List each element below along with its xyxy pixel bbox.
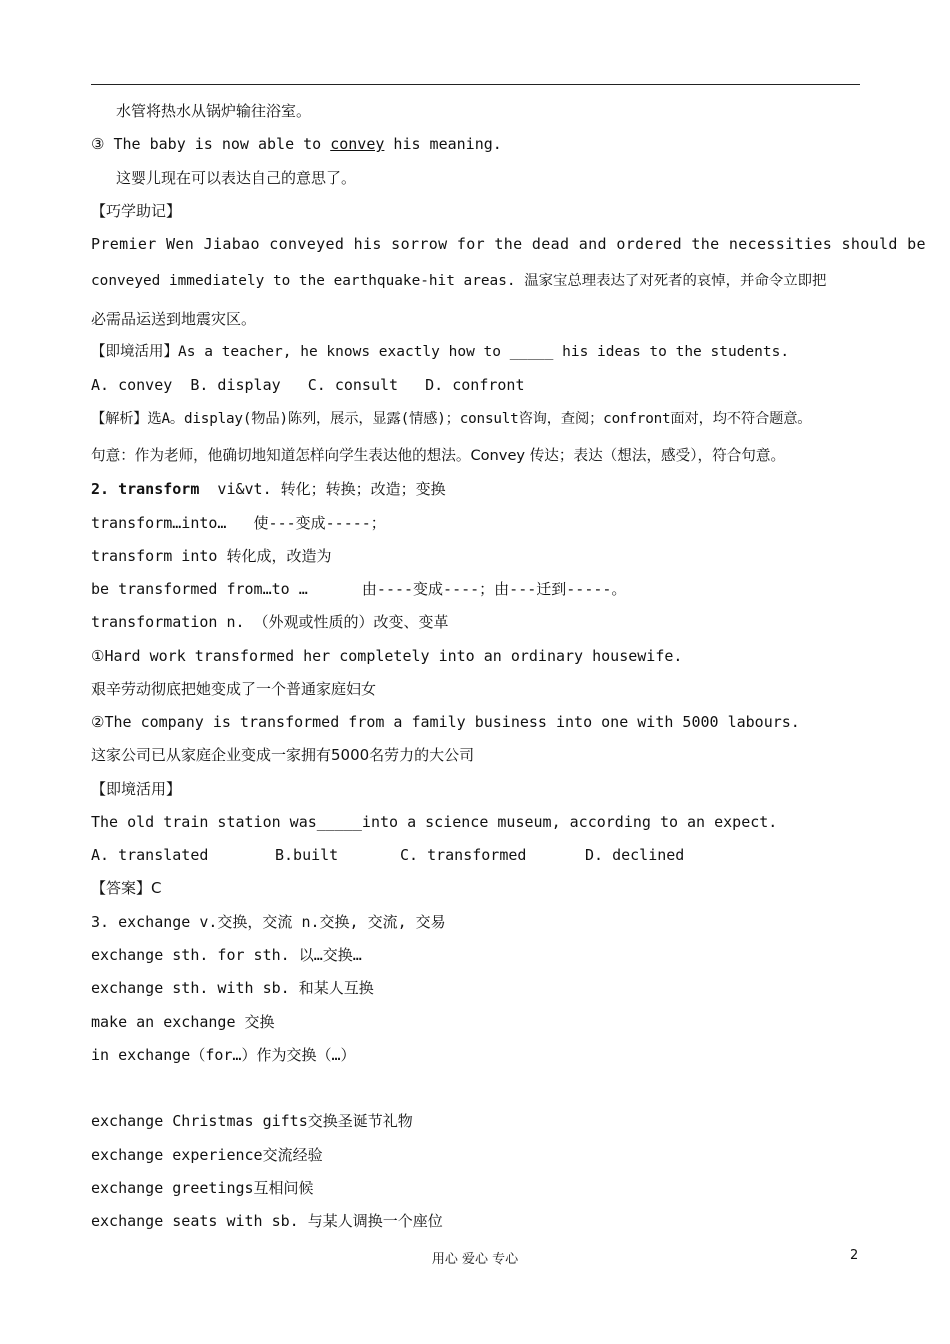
option-a: A. translated bbox=[91, 846, 209, 864]
vocab-heading: 3. exchange v.交换，交流 n.交换, 交流, 交易 bbox=[91, 913, 446, 931]
text-line: 艰辛劳动彻底把她变成了一个普通家庭妇女 bbox=[91, 680, 377, 698]
example-sentence: ①Hard work transformed her completely into an ordinary housewife. bbox=[91, 647, 683, 665]
exercise-options: A. convey B. display C. consult D. confront bbox=[91, 376, 525, 394]
text-line: 这家公司已从家庭企业变成一家拥有5000名劳力的大公司 bbox=[91, 746, 475, 764]
text-line: exchange sth. for sth. 以…交换… bbox=[91, 946, 362, 964]
page-number: 2 bbox=[850, 1248, 859, 1263]
text-line: conveyed immediately to the earthquake-hit areas. 温家宝总理表达了对死者的哀悼，并命令立即把 bbox=[91, 273, 827, 289]
page-footer: 用心 爱心 专心 bbox=[431, 1252, 519, 1267]
option-c: C. transformed bbox=[400, 846, 527, 864]
text-line: transformation n. （外观或性质的）改变、变革 bbox=[91, 613, 449, 631]
vocab-word: 2. transform bbox=[91, 480, 200, 498]
text-span: vi&vt. 转化；转换；改造；变换 bbox=[199, 480, 446, 498]
text-line: exchange sth. with sb. 和某人互换 bbox=[91, 979, 374, 997]
text-line: make an exchange 交换 bbox=[91, 1013, 275, 1031]
vocab-heading bbox=[91, 479, 446, 499]
text-line: exchange experience交流经验 bbox=[91, 1146, 323, 1164]
text-line: 这婴儿现在可以表达自己的意思了。 bbox=[116, 169, 357, 187]
exercise-question: The old train station was_____into a science museum, according to an expect. bbox=[91, 813, 778, 831]
text-line: 必需品运送到地震灾区。 bbox=[91, 310, 257, 328]
answer-line: 【答案】C bbox=[91, 879, 162, 897]
text-line: Premier Wen Jiabao conveyed his sorrow for the dead and ordered the necessities should be bbox=[91, 235, 926, 253]
option-d: D. declined bbox=[585, 846, 685, 864]
text-line: transform…into… 使---变成-----； bbox=[91, 514, 386, 532]
text-line: be transformed from…to … 由----变成----；由---迁到-----。 bbox=[91, 580, 627, 598]
text-line: exchange greetings互相问候 bbox=[91, 1179, 314, 1197]
text-span: his meaning. bbox=[384, 135, 502, 153]
example-sentence bbox=[91, 134, 502, 154]
text-span: ③ The baby is now able to bbox=[91, 135, 331, 153]
section-heading: 【即境活用】 bbox=[91, 780, 182, 798]
section-heading: 【巧学助记】 bbox=[91, 202, 182, 220]
analysis-text: 【解析】选A。display(物品)陈列，展示，显露(情感)；consult咨询，查阅；confront面对，均不符合题意。 bbox=[91, 411, 812, 427]
text-line: transform into 转化成，改造为 bbox=[91, 547, 332, 565]
exercise-question: 【即境活用】As a teacher, he knows exactly how to _____ his ideas to the students. bbox=[91, 344, 790, 360]
analysis-text: 句意：作为老师，他确切地知道怎样向学生表达他的想法。Convey 传达；表达（想法，感受），符合句意。 bbox=[91, 447, 786, 464]
header-rule bbox=[91, 84, 860, 85]
text-line: exchange seats with sb. 与某人调换一个座位 bbox=[91, 1212, 443, 1230]
text-line: exchange Christmas gifts交换圣诞节礼物 bbox=[91, 1112, 413, 1130]
text-line: in exchange（for…）作为交换（…） bbox=[91, 1046, 356, 1064]
option-b: B.built bbox=[275, 846, 339, 864]
underlined-word: convey bbox=[330, 135, 385, 153]
text-line: 水管将热水从锅炉输往浴室。 bbox=[116, 102, 312, 120]
example-sentence: ②The company is transformed from a family business into one with 5000 labours. bbox=[91, 713, 800, 731]
